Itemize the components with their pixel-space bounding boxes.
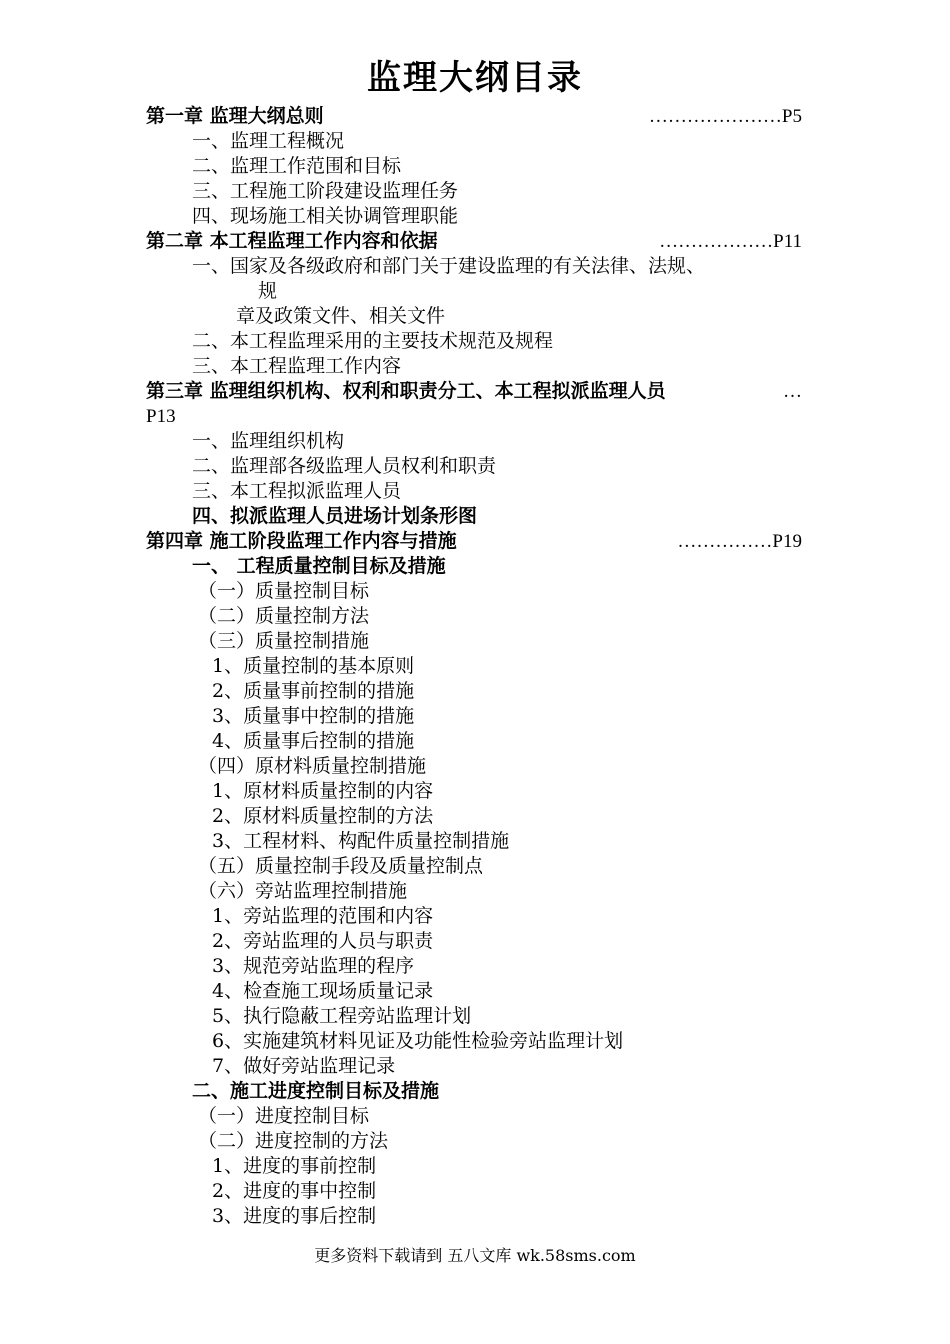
toc-entry-text: 5、执行隐蔽工程旁站监理计划 <box>212 1005 472 1027</box>
toc-entry <box>0 704 950 729</box>
toc-entry-text: 第三章 监理组织机构、权利和职责分工、本工程拟派监理人员 <box>146 380 666 402</box>
toc-entry-text: 1、旁站监理的范围和内容 <box>212 905 434 927</box>
toc-entry <box>0 729 950 754</box>
toc-entry <box>0 1179 950 1204</box>
toc-chapter <box>0 529 950 554</box>
toc-entry-text: 2、原材料质量控制的方法 <box>212 805 434 827</box>
toc-entry-text: （六）旁站监理控制措施 <box>198 880 408 902</box>
toc-entry <box>0 1104 950 1129</box>
toc-entry <box>0 429 950 454</box>
toc-entry <box>0 179 950 204</box>
toc-entry <box>0 1129 950 1154</box>
toc-entry-text: 二、本工程监理采用的主要技术规范及规程 <box>192 330 554 352</box>
toc-entry-text: （二）质量控制方法 <box>198 605 370 627</box>
toc-chapter <box>0 104 950 129</box>
toc-entry-text: 规 <box>258 280 278 302</box>
toc-entry <box>0 329 950 354</box>
toc-entry-text: （一）质量控制目标 <box>198 580 370 602</box>
toc-entry-text: 2、旁站监理的人员与职责 <box>212 930 434 952</box>
toc-entry <box>0 879 950 904</box>
toc-entry <box>0 1079 950 1104</box>
toc-entry <box>0 129 950 154</box>
toc-entry-text: 3、工程材料、构配件质量控制措施 <box>212 830 510 852</box>
toc-entry-text: P13 <box>146 406 176 427</box>
toc-entry-text: 二、监理部各级监理人员权利和职责 <box>192 455 497 477</box>
toc-entry-text: 二、施工进度控制目标及措施 <box>192 1080 440 1102</box>
toc-entry <box>0 479 950 504</box>
table-of-contents <box>0 104 950 1229</box>
toc-entry-text: 四、现场施工相关协调管理职能 <box>192 205 459 227</box>
toc-entry <box>0 404 950 429</box>
toc-entry <box>0 504 950 529</box>
toc-entry <box>0 629 950 654</box>
toc-entry-text: （五）质量控制手段及质量控制点 <box>198 855 484 877</box>
toc-entry <box>0 204 950 229</box>
toc-entry <box>0 554 950 579</box>
toc-entry-text: 2、质量事前控制的措施 <box>212 680 415 702</box>
toc-entry <box>0 804 950 829</box>
toc-entry-text: 1、原材料质量控制的内容 <box>212 780 434 802</box>
toc-entry-text: 第四章 施工阶段监理工作内容与措施 <box>146 530 457 552</box>
page-title: 监理大纲目录 <box>367 58 583 98</box>
toc-entry-text: 2、进度的事中控制 <box>212 1180 377 1202</box>
toc-entry-text: 第一章 监理大纲总则 <box>146 105 324 127</box>
toc-entry-text: （四）原材料质量控制措施 <box>198 755 427 777</box>
toc-entry <box>0 604 950 629</box>
toc-entry-text: 1、质量控制的基本原则 <box>212 655 415 677</box>
toc-entry <box>0 654 950 679</box>
toc-entry-text: 四、拟派监理人员进场计划条形图 <box>192 505 478 527</box>
toc-entry-text: 一、国家及各级政府和部门关于建设监理的有关法律、法规、 <box>192 255 706 277</box>
toc-entry <box>0 1154 950 1179</box>
toc-entry <box>0 254 950 279</box>
toc-chapter <box>0 229 950 254</box>
toc-entry <box>0 454 950 479</box>
toc-entry <box>0 929 950 954</box>
toc-entry-text: 二、监理工作范围和目标 <box>192 155 402 177</box>
footer-text: 更多资料下载请到 五八文库 wk.58sms.com <box>314 1246 636 1265</box>
toc-entry <box>0 279 950 304</box>
toc-entry <box>0 954 950 979</box>
toc-page-number: ……………P19 <box>677 531 802 552</box>
toc-chapter <box>0 379 950 404</box>
toc-entry-text: （三）质量控制措施 <box>198 630 370 652</box>
toc-entry <box>0 779 950 804</box>
toc-entry-text: 三、本工程拟派监理人员 <box>192 480 402 502</box>
toc-entry <box>0 354 950 379</box>
toc-entry-text: 4、质量事后控制的措施 <box>212 730 415 752</box>
toc-entry <box>0 1004 950 1029</box>
toc-entry-text: 三、本工程监理工作内容 <box>192 355 402 377</box>
toc-entry <box>0 979 950 1004</box>
toc-entry-text: 第二章 本工程监理工作内容和依据 <box>146 230 438 252</box>
toc-entry <box>0 1029 950 1054</box>
toc-page-number: … <box>783 381 802 402</box>
toc-entry-text: 1、进度的事前控制 <box>212 1155 377 1177</box>
toc-entry-text: （二）进度控制的方法 <box>198 1130 389 1152</box>
toc-entry-text: 一、监理工程概况 <box>192 130 345 152</box>
toc-entry <box>0 154 950 179</box>
toc-entry-text: 4、检查施工现场质量记录 <box>212 980 434 1002</box>
toc-entry <box>0 579 950 604</box>
toc-entry-text: 三、工程施工阶段建设监理任务 <box>192 180 459 202</box>
toc-entry-text: 6、实施建筑材料见证及功能性检验旁站监理计划 <box>212 1030 624 1052</box>
toc-page-number: …………………P5 <box>648 106 802 127</box>
toc-entry <box>0 854 950 879</box>
toc-entry <box>0 754 950 779</box>
toc-entry-text: 7、做好旁站监理记录 <box>212 1055 396 1077</box>
toc-entry-text: 3、进度的事后控制 <box>212 1205 377 1227</box>
toc-entry-text: 3、质量事中控制的措施 <box>212 705 415 727</box>
toc-entry <box>0 1054 950 1079</box>
toc-entry-text: 一、 工程质量控制目标及措施 <box>192 555 446 577</box>
toc-entry <box>0 829 950 854</box>
toc-entry <box>0 679 950 704</box>
toc-entry <box>0 1204 950 1229</box>
toc-entry-text: 章及政策文件、相关文件 <box>236 305 446 327</box>
toc-entry-text: 一、监理组织机构 <box>192 430 345 452</box>
toc-page-number: ………………P11 <box>659 231 802 252</box>
toc-entry-text: （一）进度控制目标 <box>198 1105 370 1127</box>
toc-entry <box>0 904 950 929</box>
toc-entry <box>0 304 950 329</box>
toc-entry-text: 3、规范旁站监理的程序 <box>212 955 415 977</box>
